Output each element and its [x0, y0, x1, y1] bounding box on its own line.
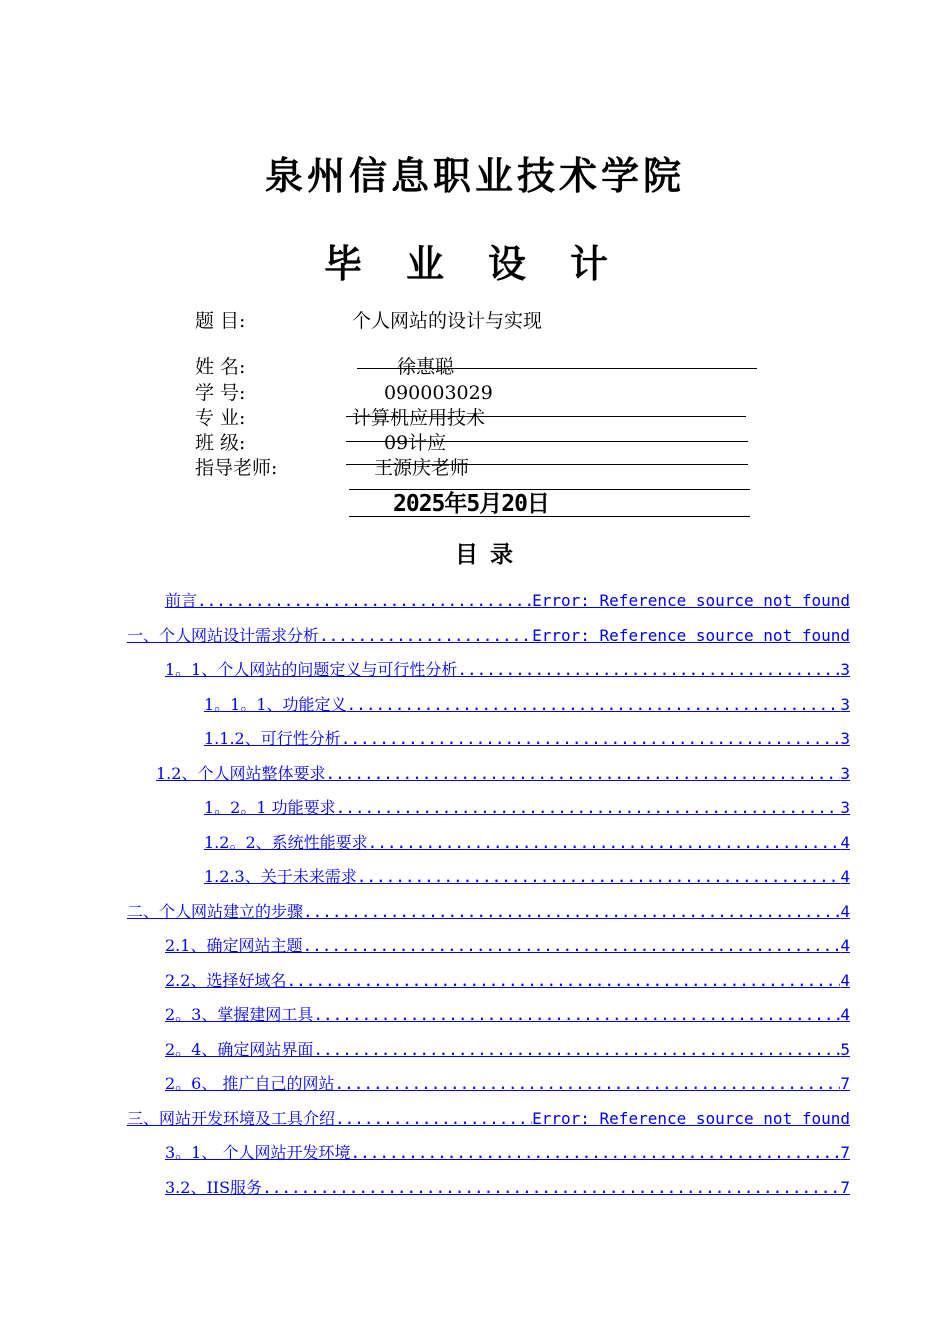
name-label: 姓 名:	[195, 356, 246, 378]
toc-entry-3-2[interactable]: 3.2、IIS服务 ..... 7	[165, 1173, 850, 1199]
major-label: 专 业:	[195, 407, 246, 429]
toc-title: 目录	[455, 542, 525, 568]
title-value: 个人网站的设计与实现	[352, 310, 543, 332]
toc-entry-chapter-2[interactable]: 二、个人网站建立的步骤 ..... 4	[127, 897, 850, 923]
major-value: 计算机应用技术	[352, 407, 486, 429]
date-bottom-rule	[349, 516, 750, 517]
name-strike-rule	[357, 368, 757, 369]
major-strike-rule	[346, 416, 746, 417]
toc-entry-2-4[interactable]: 2。4、确定网站界面 ..... 5	[165, 1035, 850, 1061]
class-label: 班 级:	[195, 432, 246, 454]
school-name: 泉州信息职业技术学院	[264, 154, 685, 198]
toc-entry-1-2-3[interactable]: 1.2.3、关于未来需求 ..... 4	[204, 862, 850, 888]
toc-entry-1-1-1[interactable]: 1。1。1、功能定义 ..... 3	[204, 690, 850, 716]
student-id-value: 090003029	[384, 382, 493, 404]
student-id-label: 学 号:	[195, 382, 246, 404]
class-value: 09计应	[384, 432, 447, 454]
name-value: 徐惠聪	[397, 356, 455, 378]
toc-entry-1-2-1[interactable]: 1。2。1 功能要求 ..... 3	[204, 793, 850, 819]
toc-entry-3-1[interactable]: 3。1、 个人网站开发环境 ..... 7	[165, 1138, 850, 1164]
submission-date: 2025年5月20日	[393, 491, 549, 517]
toc-entry-1-2[interactable]: 1.2、个人网站整体要求 ..... 3	[156, 759, 850, 785]
toc-entry-2-6[interactable]: 2。6、 推广自己的网站 ..... 7	[165, 1069, 850, 1095]
advisor-label: 指导老师:	[195, 457, 278, 479]
toc-entry-2-2[interactable]: 2.2、选择好域名 ..... 4	[165, 966, 850, 992]
toc-entry-2-1[interactable]: 2.1、确定网站主题 ..... 4	[165, 931, 850, 957]
advisor-strike-rule	[346, 464, 748, 465]
toc-entry-chapter-3[interactable]: 三、网站开发环境及工具介绍 ..... Error: Reference source not found	[127, 1104, 850, 1130]
document-type-heading: 毕业设计	[323, 242, 652, 286]
toc-entry-2-3[interactable]: 2。3、掌握建网工具 ..... 4	[165, 1000, 850, 1026]
toc-entry-preface[interactable]: 前言 ..... Error: Reference source not found	[165, 586, 850, 612]
class-strike-rule	[346, 441, 748, 442]
toc-entry-1-1-2[interactable]: 1.1.2、可行性分析 ..... 3	[204, 724, 850, 750]
title-label: 题 目:	[195, 310, 246, 332]
toc-entry-1-1[interactable]: 1。1、个人网站的问题定义与可行性分析 ..... 3	[165, 655, 850, 681]
advisor-value: 王源庆老师	[374, 457, 470, 479]
toc-entry-chapter-1[interactable]: 一、个人网站设计需求分析 ..... Error: Reference source not found	[127, 621, 850, 647]
toc-entry-1-2-2[interactable]: 1.2。2、系统性能要求 ..... 4	[204, 828, 850, 854]
